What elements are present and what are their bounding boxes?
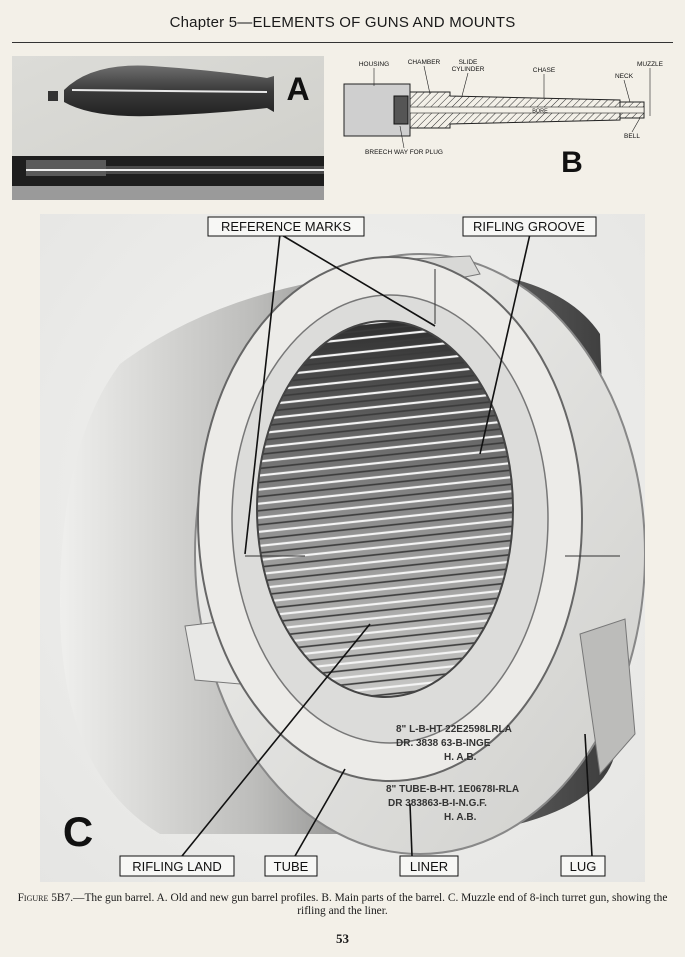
figure-a-letter: A [286, 71, 310, 107]
figure-b-letter: B [561, 146, 583, 176]
label-neck: NECK [614, 73, 634, 80]
svg-text:TUBE: TUBE [273, 859, 309, 874]
figure-caption [12, 892, 673, 918]
label-bore: BORE [532, 108, 548, 115]
label-muzzle: MUZZLE [637, 61, 663, 68]
chapter-heading: Chapter 5—ELEMENTS OF GUNS AND MOUNTS [169, 14, 516, 31]
figure-c-letter: C [62, 808, 94, 855]
label-cylinder: CYLINDER [451, 66, 485, 73]
stamp-line-3: H. A.B. [444, 752, 477, 763]
caption-text: —The gun barrel. A. Old and new gun barrel profiles. B. Main parts of the barrel. C. Muzzle end of 8-inch turret gun, showing the rifling and the liner. [73, 892, 668, 917]
stamp-line-1: 8" L-B-HT 22E2598LRLA [396, 724, 512, 735]
label-breech-way: BREECH WAY FOR PLUG [365, 149, 443, 156]
stamp-line-2: DR. 3838 63-B-INGE [396, 738, 491, 749]
stamp-line-6: H. A.B. [444, 812, 477, 823]
label-chamber: CHAMBER [407, 59, 441, 66]
stamp-line-5: DR 383863-B-I-N.G.F. [388, 798, 487, 809]
page-number: 53 [336, 931, 349, 946]
label-chase: CHASE [532, 67, 556, 74]
svg-text:LUG: LUG [569, 859, 597, 874]
label-housing: HOUSING [358, 61, 390, 68]
new-barrel-profile [12, 156, 324, 200]
label-bell: BELL [624, 133, 640, 140]
svg-text:REFERENCE MARKS: REFERENCE MARKS [220, 219, 352, 234]
figure-c-muzzle-photo [40, 214, 645, 882]
svg-text:RIFLING LAND: RIFLING LAND [132, 859, 222, 874]
callout-reference-marks [208, 217, 364, 236]
header-rule [12, 42, 673, 43]
callout-tube [265, 856, 317, 876]
callout-rifling-groove [463, 217, 596, 236]
caption-figure-label: Figure 5B7. [17, 892, 74, 904]
callout-lug [561, 856, 605, 876]
svg-text:LINER: LINER [409, 859, 449, 874]
figure-a-barrel-profiles [12, 56, 324, 200]
stamp-line-4: 8" TUBE-B-HT. 1E0678I-RLA [386, 784, 520, 795]
callout-rifling-land [120, 856, 234, 876]
callout-liner [400, 856, 458, 876]
svg-text:RIFLING GROOVE: RIFLING GROOVE [473, 219, 585, 234]
figure-b-barrel-parts-diagram [340, 56, 670, 176]
label-slide: SLIDE [458, 59, 478, 66]
